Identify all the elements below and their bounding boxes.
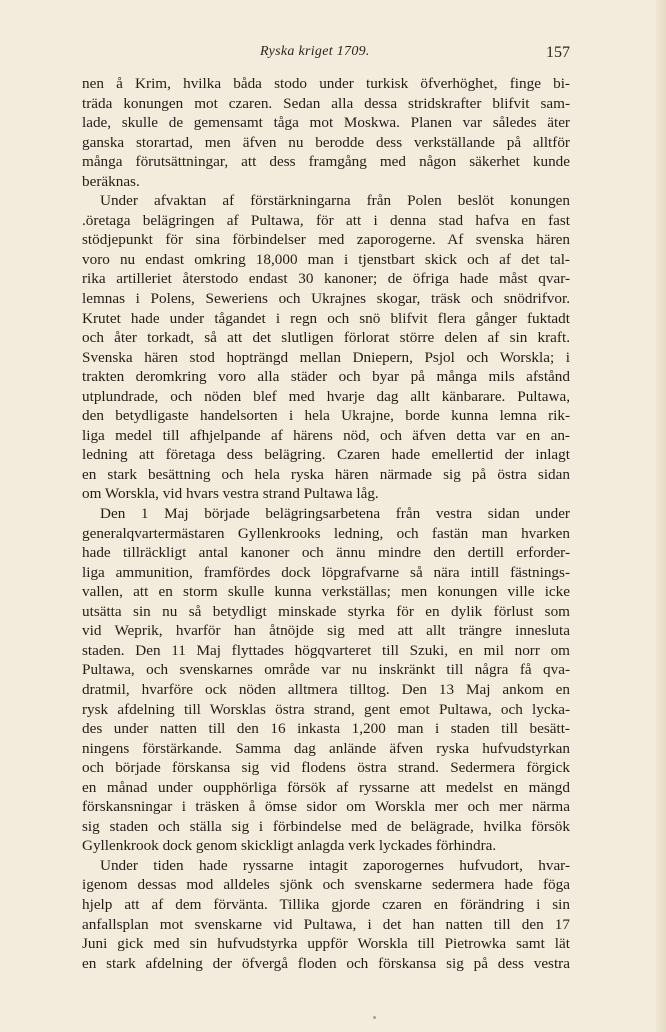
text-line: sig staden och ställa sig i förbindelse med de belägrade, hvilka försök — [82, 817, 570, 835]
text-line: liga ammunition, framfördes dock löpgrafvarne så nära intill fästnings- — [82, 563, 570, 581]
page-number: 157 — [546, 44, 570, 61]
text-line: staden. Den 11 Maj flyttades högqvarteret till Szuki, en mil norr om — [82, 641, 570, 659]
text-line: Under afvaktan af förstärkningarna från Polen beslöt konungen — [100, 192, 570, 210]
text-line: utplundrade, och nöden blef med hvarje dag allt känbarare. Pultawa, — [82, 387, 570, 405]
text-line: Under tiden hade ryssarne intagit zaporogernes hufvudort, hvar- — [100, 856, 570, 874]
text-line: lade, skulle de gemensamt tåga mot Moskwa. Planen var således äter — [82, 114, 570, 132]
text-line: hjelp att af dem förvänta. Tillika gjorde czaren en förändring i sin — [82, 895, 570, 913]
text-line: förskansningar i träsken å ömse sidor om Worskla mer och mer närma — [82, 798, 570, 816]
text-line: vid Weprik, hvarför han åtnöjde sig med att allt trängre innesluta — [82, 622, 570, 640]
body-text — [82, 74, 570, 973]
text-line: Svenska hären stod hopträngd mellan Dniepern, Psjol och Worskla; i — [82, 348, 570, 366]
text-line: rika artilleriet återstodo endast 30 kanoner; de öfriga hade måst qvar- — [82, 270, 570, 288]
text-line: ganska storartad, men äfven nu berodde dess verkställande på alltför — [82, 133, 570, 151]
text-line: Pultawa, och svenskarnes område var nu inskränkt till några få qva- — [82, 661, 570, 679]
text-line: des under natten till den 16 inkasta 1,200 man i staden till besätt- — [82, 720, 570, 738]
text-line: Den 1 Maj började belägringsarbetena från vestra sidan under — [100, 505, 570, 523]
text-line: liga medel till afhjelpande af härens nöd, och äfven detta var en an- — [82, 426, 570, 444]
page-edge — [656, 0, 666, 1032]
text-line: Gyllenkrook dock genom skickligt anlagda verk lyckades förhindra. — [82, 837, 497, 855]
text-line: rysk afdelning till Worsklas östra strand, gent emot Pultawa, och lycka- — [82, 700, 570, 718]
paper-speck — [373, 1016, 376, 1019]
text-line: igenom dessas mod alldeles sjönk och svenskarne sedermera hade föga — [82, 876, 570, 894]
text-line: beräknas. — [82, 172, 140, 190]
text-line: utsätta sin nu så betydligt minskade styrka för en dylik förlust som — [82, 602, 570, 620]
text-line: dratmil, hvarföre ock nöden alltmera tilltog. Den 13 Maj ankom en — [82, 680, 570, 698]
text-line: ledning att företaga dess belägring. Czaren hade emellertid der inlagt — [82, 446, 570, 464]
text-line: Juni gick med sin hufvudstyrka uppför Worskla till Pietrowka samt lät — [82, 935, 570, 953]
text-line: ningens förstärkande. Samma dag anlände äfven ryska hufvudstyrkan — [82, 739, 570, 757]
page-header — [82, 44, 570, 66]
text-line: och åter torkadt, så att det slutligen förlorat större delen af sin kraft. — [82, 329, 570, 347]
text-line: trakten deromkring voro alla städer och byar på många mils afstånd — [82, 368, 570, 386]
text-line: många förutsättningar, att dess framgång med någon säkerhet kunde — [82, 153, 570, 171]
text-line: stödjepunkt för sina förbindelser med zaporogerne. Af svenska hären — [82, 231, 570, 249]
text-line: anfallsplan mot svenskarne vid Pultawa, i det han natten till den 17 — [82, 915, 570, 933]
text-line: lemnas i Polens, Seweriens och Ukrajnes skogar, träsk och snödrifvor. — [82, 290, 570, 308]
text-line: .öretaga belägringen af Pultawa, för att i denna stad hafva en fast — [82, 211, 570, 229]
text-line: vallen, att en storm skulle kunna verkställas; men konungen ville icke — [82, 583, 570, 601]
text-line: en stark besättning och hela ryska hären närmade sig på östra sidan — [82, 465, 570, 483]
text-line: en månad under oupphörliga försök af ryssarne att medelst en mängd — [82, 778, 570, 796]
text-line: nen å Krim, hvilka båda stodo under turkisk öfverhöghet, finge bi- — [82, 75, 570, 92]
text-line: voro nu endast omkring 18,000 man i tjenstbart skick och af det tal- — [82, 250, 570, 268]
text-line: om Worskla, vid hvars vestra strand Pultawa låg. — [82, 485, 379, 503]
running-title: Ryska kriget 1709. — [260, 44, 370, 59]
text-line: och började förskansa sig vid flodens östra strand. Sedermera förgick — [82, 759, 570, 777]
text-line: Krutet hade under tågandet i regn och snö blifvit flera gånger fuktadt — [82, 309, 570, 327]
text-line: den betydligaste handelsorten i hela Ukrajne, borde kunna lemna rik- — [82, 407, 570, 425]
text-line: hade tillräckligt antal kanoner och ännu mindre den dertill erforder- — [82, 544, 570, 562]
text-line: generalqvartermästaren Gyllenkrooks ledning, och fastän man hvarken — [82, 524, 570, 542]
text-line: en stark afdelning der öfvergå floden och förskansa sig på dess vestra — [82, 954, 570, 972]
text-line: träda konungen mot czaren. Sedan alla dessa stridskrafter blifvit sam- — [82, 94, 570, 112]
